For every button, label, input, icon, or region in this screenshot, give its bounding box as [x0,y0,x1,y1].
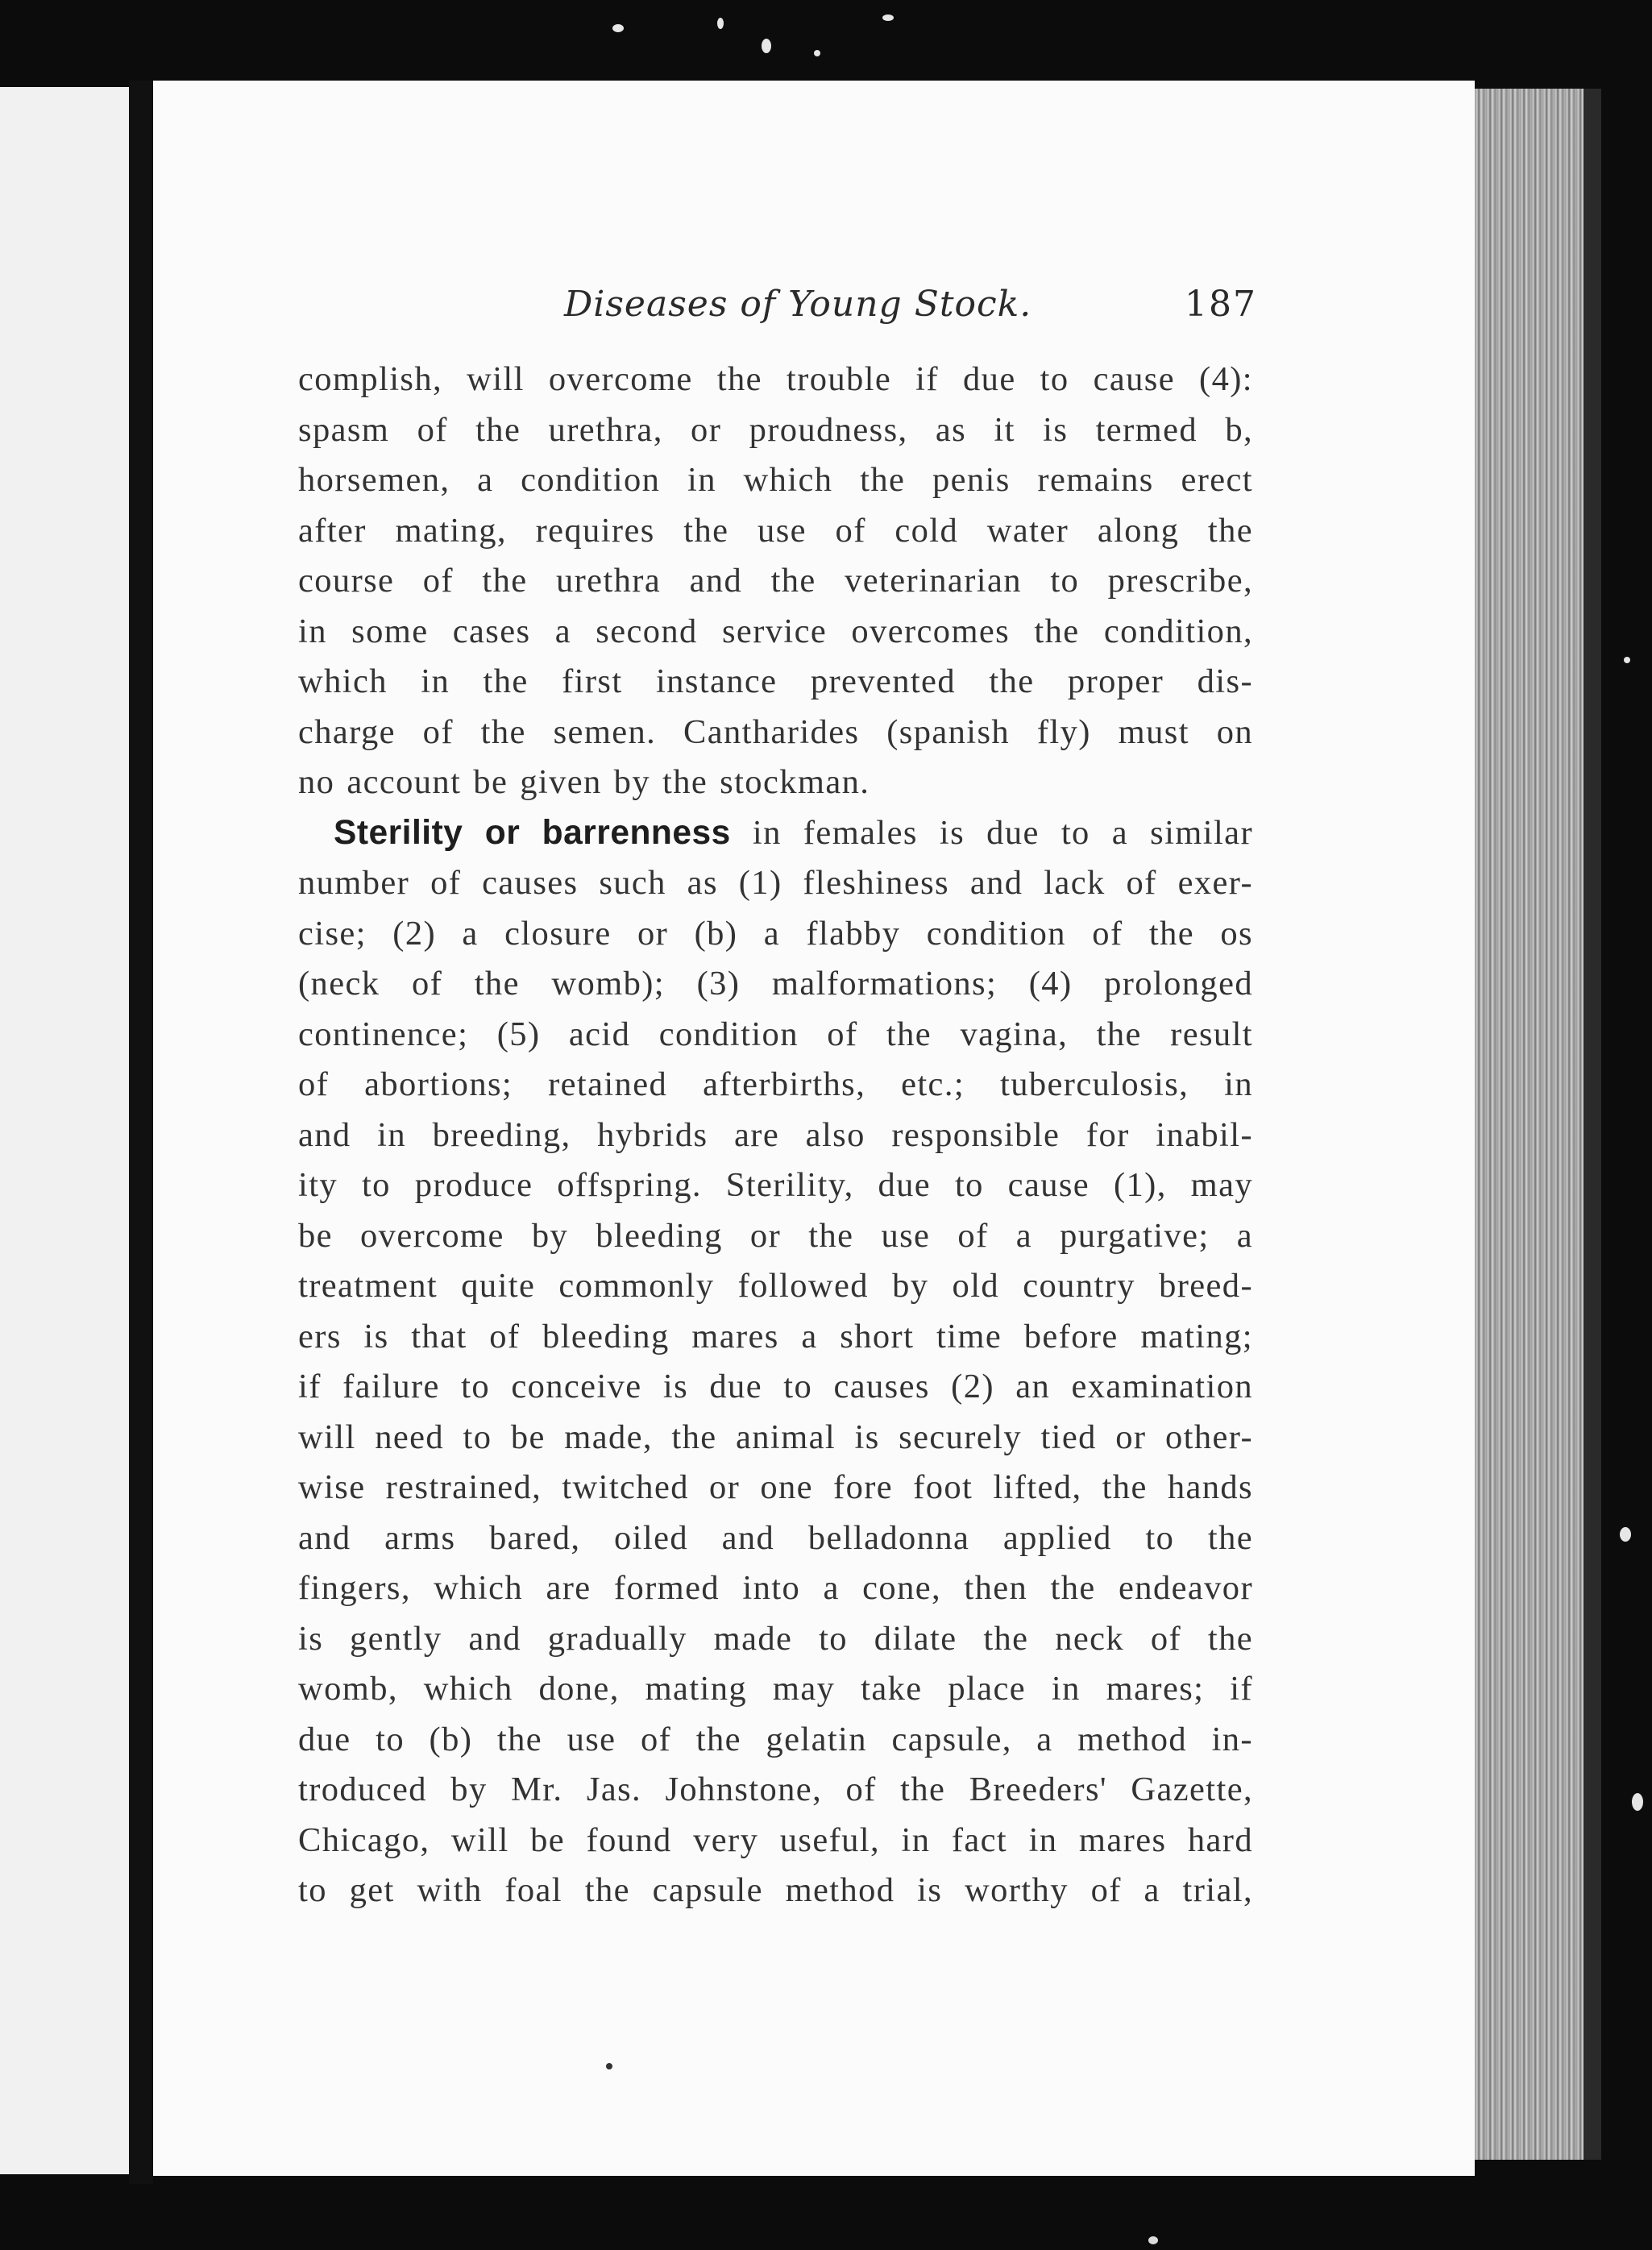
text-line: in some cases a second service overcomes the condition, [298,612,1253,650]
scan-speck [717,18,724,29]
text-line: womb, which done, mating may take place in mares; if [298,1670,1253,1708]
text-line: charge of the semen. Cantharides (spanish fly) must on [298,712,1253,751]
text-line: (neck of the womb); (3) malformations; (4) prolonged [298,965,1253,1003]
run-in-heading: Sterility or barrenness [334,813,731,852]
text-line: of abortions; retained afterbirths, etc.; tuberculosis, in [298,1065,1253,1103]
paragraph-opening-line [298,808,1253,859]
scan-speck [612,24,624,32]
text-line: course of the urethra and the veterinarian to prescribe, [298,562,1253,600]
text-line: treatment quite commonly followed by old country breed- [298,1267,1253,1305]
text-line: will need to be made, the animal is securely tied or other- [298,1418,1253,1456]
text-line: cise; (2) a closure or (b) a flabby condition of the os [298,914,1253,953]
text-line-rest: in females is due to a similar [730,813,1253,852]
ink-dot [606,2063,612,2069]
text-line: to get with foal the capsule method is worthy of a trial, [298,1871,1253,1909]
page-number: 187 [1185,284,1257,325]
body-text [298,355,1253,1916]
text-line: and arms bared, oiled and belladonna applied to the [298,1518,1253,1557]
page-edges-shadow [1584,89,1601,2160]
text-line: spasm of the urethra, or proudness, as it is termed b, [298,410,1253,449]
text-line: be overcome by bleeding or the use of a purgative; a [298,1216,1253,1255]
ink-dot [1148,2236,1158,2244]
text-line: troduced by Mr. Jas. Johnstone, of the Breeders' Gazette, [298,1771,1253,1808]
text-line: number of causes such as (1) fleshiness and lack of exer- [298,864,1253,902]
scan-speck [1620,1527,1631,1542]
text-line: complish, will overcome the trouble if due to cause (4): [298,360,1253,398]
text-line: ers is that of bleeding mares a short time before mating; [298,1317,1253,1355]
text-line: after mating, requires the use of cold water along the [298,511,1253,550]
text-line: due to (b) the use of the gelatin capsule, a method in- [298,1720,1253,1758]
text-line: wise restrained, twitched or one fore foot lifted, the hands [298,1468,1253,1506]
text-line: Chicago, will be found very useful, in fact in mares hard [298,1820,1253,1859]
scan-speck [814,50,820,56]
scan-speck [882,15,894,21]
text-line: no account be given by the stockman. [298,763,870,801]
page-header [564,284,1257,340]
text-line: is gently and gradually made to dilate the neck of the [298,1619,1253,1658]
scan-speck [762,39,771,53]
text-line: if failure to conceive is due to causes (2) an examination [298,1368,1253,1405]
text-line: horsemen, a condition in which the penis remains erect [298,461,1253,499]
running-title: Diseases of Young Stock. [564,284,1032,325]
text-line: continence; (5) acid condition of the vagina, the result [298,1015,1253,1053]
text-line: fingers, which are formed into a cone, then the endeavor [298,1569,1253,1607]
text-line: and in breeding, hybrids are also responsible for inabil- [298,1115,1253,1154]
text-line: which in the first instance prevented the proper dis- [298,662,1253,700]
facing-page-edge [0,87,129,2174]
text-line: ity to produce offspring. Sterility, due to cause (1), may [298,1166,1253,1204]
page-edges [1475,89,1584,2160]
scan-speck [1632,1793,1643,1811]
book-gutter [129,81,153,2184]
scan-speck [1624,657,1630,663]
